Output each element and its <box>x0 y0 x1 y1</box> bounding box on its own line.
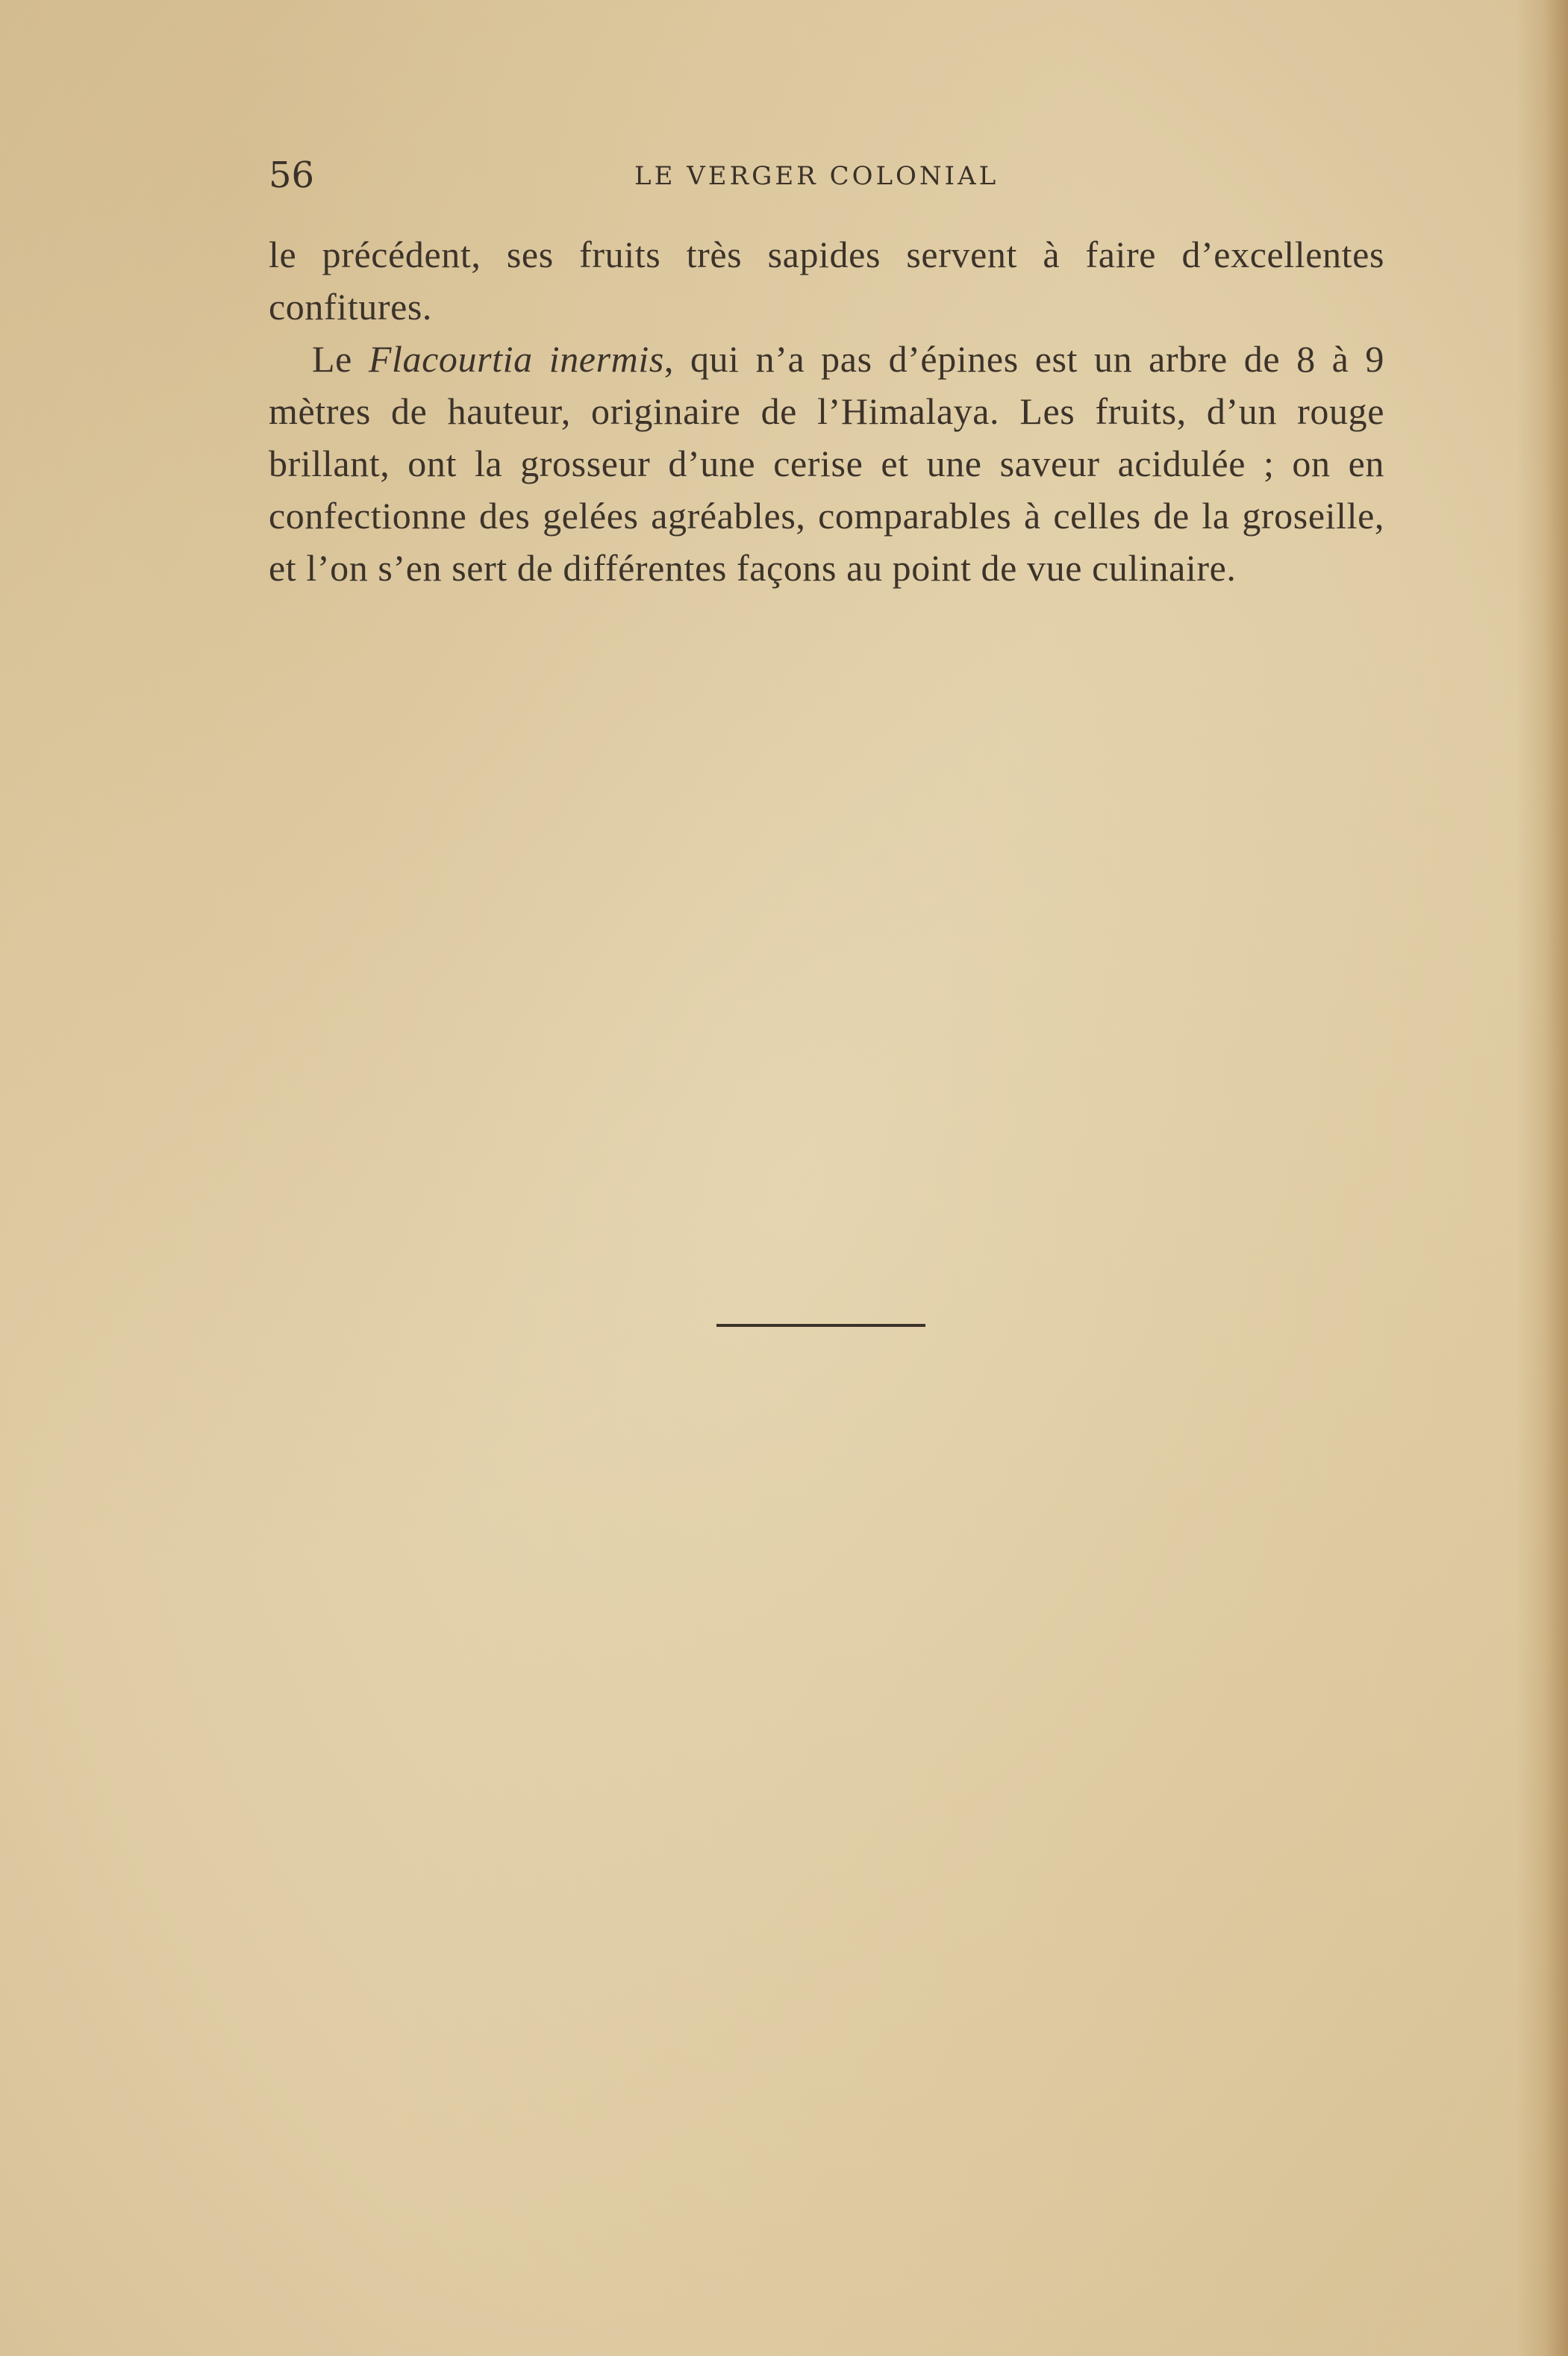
paragraph-2-text: , qui n’a pas d’épines est un arbre de 8 à 9 mètres de hauteur, originaire de l’Himalaya. Les fruits, d’un rouge brillant, ont la grosseur d’une cerise et une saveur acidulée ; on en confectionne des gelées agréables, comparables à celles de la groseille, et l’on s’en sert de différentes façons au point de vue culinaire. <box>269 338 1384 589</box>
paragraph-1: le précédent, ses fruits très sapides servent à faire d’excellentes confitures. <box>269 234 1384 328</box>
running-title: LE VERGER COLONIAL <box>634 161 999 191</box>
species-name: Flacourtia inermis <box>368 338 664 380</box>
page-number: 56 <box>269 154 315 196</box>
body-text <box>269 228 1384 594</box>
paragraph-2 <box>269 333 1384 594</box>
page-edge-shadow <box>1516 0 1568 2356</box>
page-header <box>269 153 1381 198</box>
paragraph-2-lead: Le <box>312 338 369 380</box>
section-end-rule <box>716 1324 925 1327</box>
